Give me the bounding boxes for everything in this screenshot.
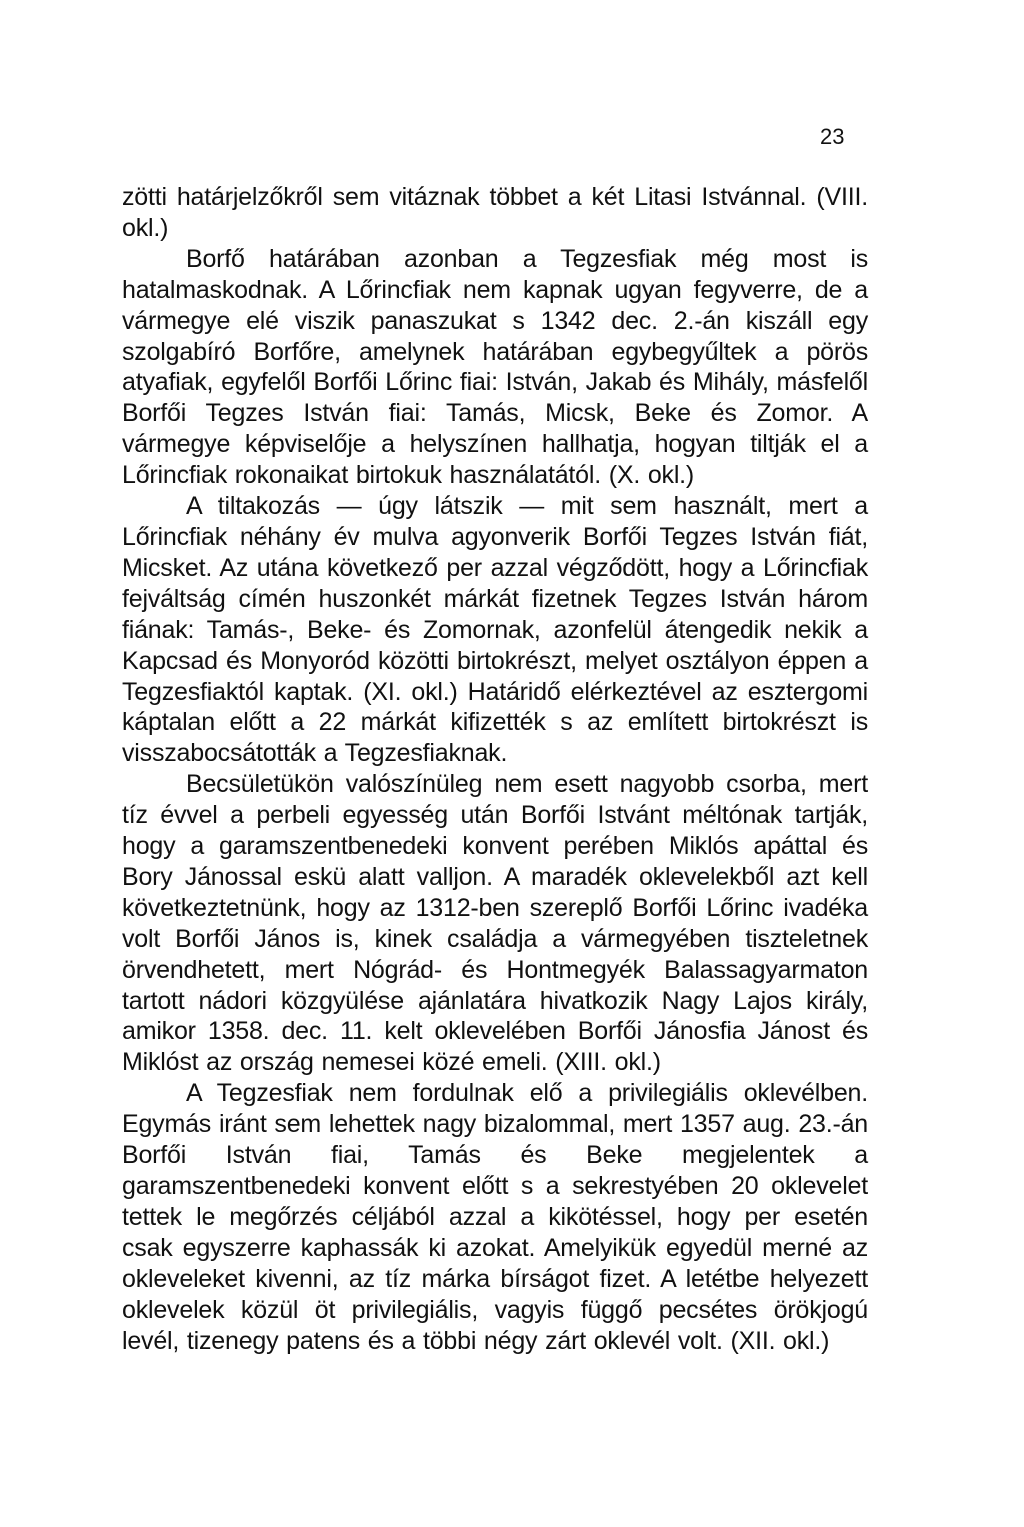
page-number: 23 — [820, 124, 845, 149]
paragraph-continuation: zötti határjelzőkről sem vitáznak többet a két Litasi Istvánnal. (VIII. okl.) — [122, 183, 868, 242]
paragraph: Borfő határában azonban a Tegzesfiak még most is hatalmaskodnak. A Lőrincfiak nem kapnak ugyan fegyverre, de a vármegye elé viszik panaszukat s 1342 dec. 2.-án kiszáll egy szolgabíró Borfőre, amelynek határában egybegyűltek a pörös atyafiak, egyfelől Borfői Lőrinc fiai: István, Jakab és Mihály, másfelől Borfői Tegzes István fiai: Tamás, Micsk, Beke és Zomor. A vármegye képviselője a helyszínen hallhatja, hogyan tiltják el a Lőrincfiak rokonaikat birtokuk használatától. (X. okl.) — [122, 244, 868, 490]
body-text — [122, 182, 868, 1356]
paragraph: A tiltakozás — úgy látszik — mit sem használt, mert a Lőrincfiak néhány év mulva agyonverik Borfői Tegzes István fiát, Micsket. Az utána következő per azzal végződött, hogy a Lőrincfiak fejváltság címén huszonkét márkát fizetnek Tegzes István három fiának: Tamás-, Beke- és Zomornak, azonfelül átengedik nekik a Kapcsad és Monyoród közötti birtokrészt, melyet osztályon éppen a Tegzesfiaktól kaptak. (XI. okl.) Határidő elérkeztével az esztergomi káptalan előtt a 22 márkát kifizették s az említett birtokrészt is visszabocsátották a Tegzesfiaknak. — [122, 492, 868, 768]
paragraph: A Tegzesfiak nem fordulnak elő a privilegiális oklevélben. Egymás iránt sem lehettek nagy bizalommal, mert 1357 aug. 23.-án Borfői István fiai, Tamás és Beke megjelentek a garamszentbenedeki konvent előtt s a sekrestyében 20 oklevelet tettek le megőrzés céljából azzal a kikötéssel, hogy per esetén csak egyszerre kaphassák ki azokat. Amelyikük egyedül merné az okleveleket kivenni, az tíz márka bírságot fizet. A letétbe helyezett oklevelek közül öt privilegiális, vagyis függő pecsétes örökjogú levél, tizenegy patens és a többi négy zárt oklevél volt. (XII. okl.) — [122, 1079, 868, 1355]
paragraph: Becsületükön valószínüleg nem esett nagyobb csorba, mert tíz évvel a perbeli egyesség után Borfői Istvánt méltónak tartják, hogy a garamszentbenedeki konvent perében Miklós apáttal és Bory Jánossal eskü alatt valljon. A maradék oklevelekből azt kell következtetnünk, hogy az 1312-ben szereplő Borfői Lőrinc ivadéka volt Borfői János is, kinek családja a vármegyében tiszteletnek örvendhetett, mert Nógrád- és Hontmegyék Balassagyarmaton tartott nádori közgyülése ajánlatára hivatkozik Nagy Lajos király, amikor 1358. dec. 11. kelt oklevelében Borfői Jánosfia Jánost és Miklóst az ország nemesei közé emeli. (XIII. okl.) — [122, 770, 868, 1077]
